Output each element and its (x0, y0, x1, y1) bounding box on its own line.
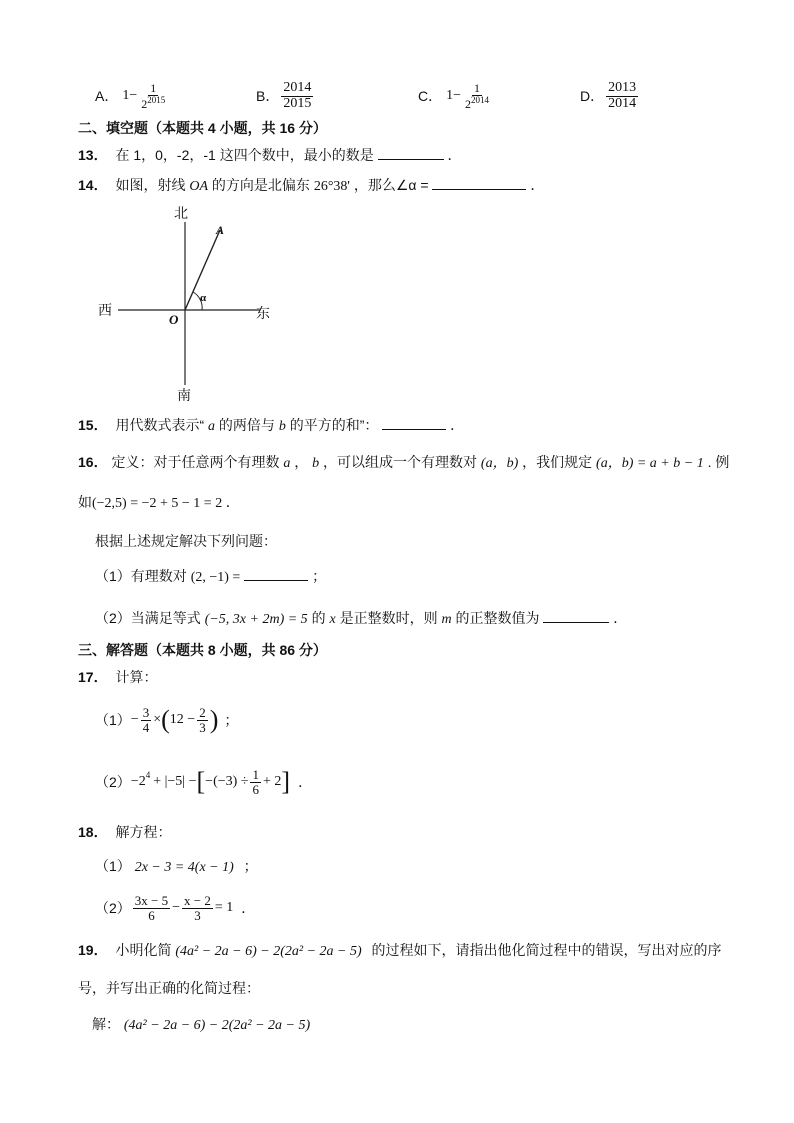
option-c-numerator: 1 (474, 80, 481, 95)
question-16-part-2-text: 的 (311, 610, 326, 626)
label-south: 南 (177, 387, 191, 403)
question-16-part-1 (95, 566, 326, 586)
section-3-title: 三、解答题（本题共 8 小题，共 86 分） (78, 642, 327, 658)
question-15-var-a: a (208, 419, 216, 434)
option-c-denominator (463, 96, 491, 111)
question-17-part-2-label: （2） (95, 774, 131, 790)
option-a[interactable] (95, 78, 169, 114)
question-18-part-2-numerator-2: x − 2 (184, 892, 211, 908)
question-15 (78, 415, 464, 435)
question-17-part-1-open-paren: ( (161, 705, 170, 734)
question-16-part-2-text3: 的正整数值为 (455, 610, 540, 626)
question-14-end: ． (530, 177, 545, 193)
question-19-line-2: 号，并写出正确的化简过程： (78, 980, 260, 996)
option-c-den-base: 2 (465, 96, 472, 111)
question-18-part-1-label: （1） (95, 858, 131, 874)
question-17-number: 17． (78, 669, 108, 685)
question-14-text: 如图，射线 (115, 177, 186, 193)
question-16-part-1-expr: (2, −1) = (190, 570, 241, 585)
question-16-text2: ，可以组成一个有理数对 (323, 454, 478, 470)
question-17-part-1-inner: 12 − (169, 712, 196, 727)
question-18-part-2-denominator-2: 3 (194, 907, 201, 923)
option-c[interactable] (418, 78, 493, 114)
label-north: 北 (174, 205, 188, 221)
question-15-answer-blank[interactable] (382, 415, 446, 430)
option-b-denominator: 2015 (283, 95, 312, 111)
question-16-part-2-var-m: m (441, 612, 452, 627)
question-16-comma: ， (294, 454, 309, 470)
option-d-numerator: 2013 (608, 79, 637, 95)
question-17-part-1 (95, 698, 238, 742)
question-16-part-1-label: （1）有理数对 (95, 568, 187, 584)
question-18-part-2-end: ． (241, 900, 256, 916)
question-16-var-b: b (312, 456, 320, 471)
question-16-part-1-answer-blank[interactable] (244, 566, 308, 581)
question-18-part-1 (95, 856, 258, 876)
label-point-o: O (169, 312, 179, 327)
question-13-text: 在 1，0，-2，-1 这四个数中，最小的数是 (115, 147, 374, 163)
question-15-var-b: b (278, 419, 286, 434)
question-18-part-1-expr: 2x − 3 = 4(x − 1) (134, 860, 234, 875)
question-14-number: 14． (78, 177, 108, 193)
question-16-part-2-text2: 是正整数时，则 (339, 610, 438, 626)
question-14-text3: ，那么∠α = (353, 177, 429, 193)
question-19-solution-expr: (4a² − 2a − 6) − 2(2a² − 2a − 5) (123, 1018, 311, 1033)
label-point-a: A (216, 223, 225, 237)
question-16-part-2-answer-blank[interactable] (543, 608, 609, 623)
question-16-pair: (a，b) (480, 456, 519, 471)
option-b-fraction (281, 81, 313, 111)
question-16-part-2-var-x: x (329, 612, 336, 627)
question-16-line-1 (78, 452, 729, 472)
option-c-fraction (463, 82, 491, 110)
question-16-part-2-label: （2）当满足等式 (95, 610, 201, 626)
option-a-label: A． (95, 88, 119, 104)
question-16-rule: (a，b) = a + b − 1 (596, 456, 704, 471)
question-17-part-2-c: −(−3) ÷ (205, 774, 249, 789)
label-west: 西 (98, 302, 112, 318)
question-17 (78, 667, 157, 687)
question-17-part-2-exp: 4 (145, 770, 151, 780)
question-13 (78, 145, 462, 165)
question-17-part-1-end: ； (224, 712, 239, 728)
question-17-text: 计算： (115, 669, 158, 685)
question-14-text2: 的方向是北偏东 (211, 177, 310, 193)
question-17-part-1-denominator: 4 (142, 719, 150, 735)
option-a-fraction (139, 82, 167, 110)
question-18-number: 18． (78, 824, 108, 840)
option-a-den-exp: 2015 (147, 94, 166, 105)
option-c-label: C． (418, 88, 443, 104)
question-19-solution (92, 1014, 310, 1034)
question-18-part-2-label: （2） (95, 900, 131, 916)
question-18-part-2-fraction-2 (182, 894, 213, 922)
question-17-part-2-a: −2 (130, 774, 146, 789)
question-17-part-2-denominator: 6 (252, 781, 259, 797)
question-18-part-2 (95, 888, 255, 928)
question-15-text2: 的两倍与 (218, 417, 275, 433)
question-17-part-1-minus: − (130, 712, 139, 727)
option-a-denominator (139, 96, 167, 111)
question-17-part-1-inner-numerator: 2 (199, 704, 206, 720)
option-d-fraction (606, 81, 638, 111)
question-16-text3: ，我们规定 (522, 454, 593, 470)
question-14-answer-blank[interactable] (432, 175, 526, 190)
option-a-numerator: 1 (150, 80, 157, 95)
question-17-part-2 (95, 760, 312, 804)
question-16-part-2 (95, 608, 627, 628)
compass-figure (90, 200, 290, 410)
question-15-text: 用代数式表示“ (115, 417, 205, 433)
question-16-line-2: 如(−2,5) = −2 + 5 − 1 = 2 ． (78, 496, 240, 511)
question-16-part-2-expr: (−5, 3x + 2m) = 5 (204, 612, 308, 627)
option-c-lead: 1− (446, 88, 462, 103)
question-19-line-1 (78, 940, 722, 960)
question-18-part-2-denominator-1: 6 (148, 907, 155, 923)
question-19-number: 19． (78, 942, 108, 958)
question-14-angle: 26°38' (313, 179, 350, 194)
label-east: 东 (256, 305, 270, 321)
question-18-part-2-numerator-1: 3x − 5 (134, 892, 169, 908)
question-15-text3: 的平方的和”： (289, 417, 379, 433)
question-16-part-2-end: ． (613, 610, 628, 626)
question-18-part-2-minus: − (172, 900, 181, 915)
question-18-text: 解方程： (115, 824, 172, 840)
question-15-end: ． (450, 417, 465, 433)
option-c-den-exp: 2014 (471, 94, 490, 105)
option-b-label: B． (256, 88, 280, 104)
question-14 (78, 175, 544, 195)
section-2-title: 二、填空题（本题共 4 小题，共 16 分） (78, 120, 327, 136)
question-16-intro: 根据上述规定解决下列问题： (95, 533, 277, 549)
question-18-part-1-end: ； (243, 858, 258, 874)
question-13-answer-blank[interactable] (378, 145, 444, 160)
option-a-den-base: 2 (141, 96, 148, 111)
question-19-solution-label: 解： (92, 1016, 120, 1032)
question-17-part-2-close-bracket: ] (281, 767, 291, 796)
question-16-text4: . 例 (707, 454, 730, 470)
question-17-part-1-inner-denominator: 3 (199, 719, 206, 735)
label-alpha: α (200, 292, 207, 304)
question-19-text: 小明化简 (115, 942, 172, 958)
question-18 (78, 822, 171, 842)
question-17-part-2-end: ． (298, 774, 313, 790)
question-17-part-2-b: + |−5| − (153, 774, 197, 789)
option-d[interactable] (580, 78, 640, 114)
question-17-part-1-inner-fraction (197, 706, 208, 734)
question-14-ray-name: OA (189, 179, 209, 194)
question-15-number: 15． (78, 417, 108, 433)
option-b[interactable] (256, 78, 315, 114)
question-16-text: 定义：对于任意两个有理数 (111, 454, 280, 470)
option-b-numerator: 2014 (283, 79, 312, 95)
question-19-expr: (4a² − 2a − 6) − 2(2a² − 2a − 5) (175, 944, 362, 959)
question-18-part-2-eq: = 1 (214, 900, 234, 915)
question-17-part-2-d: + 2 (262, 774, 282, 789)
question-13-end: ． (447, 147, 462, 163)
question-17-part-2-fraction (250, 768, 261, 796)
option-d-label: D． (580, 88, 605, 104)
question-16-number: 16． (78, 454, 108, 470)
question-17-part-1-close-paren: ) (209, 705, 219, 734)
question-16-var-a: a (283, 456, 291, 471)
question-13-number: 13． (78, 147, 108, 163)
question-17-part-1-times: × (153, 712, 162, 727)
question-17-part-1-fraction (141, 706, 152, 734)
question-18-part-2-fraction-1 (133, 894, 170, 922)
question-17-part-1-label: （1） (95, 712, 131, 728)
question-17-part-2-numerator: 1 (252, 766, 259, 782)
question-17-part-1-numerator: 3 (142, 704, 150, 720)
question-19-text2: 的过程如下，请指出他化简过程中的错误，写出对应的序 (371, 942, 722, 958)
question-16-part-1-end: ； (312, 568, 327, 584)
question-17-part-2-open-bracket: [ (196, 767, 206, 796)
option-a-lead: 1− (122, 88, 138, 103)
option-d-denominator: 2014 (608, 95, 637, 111)
